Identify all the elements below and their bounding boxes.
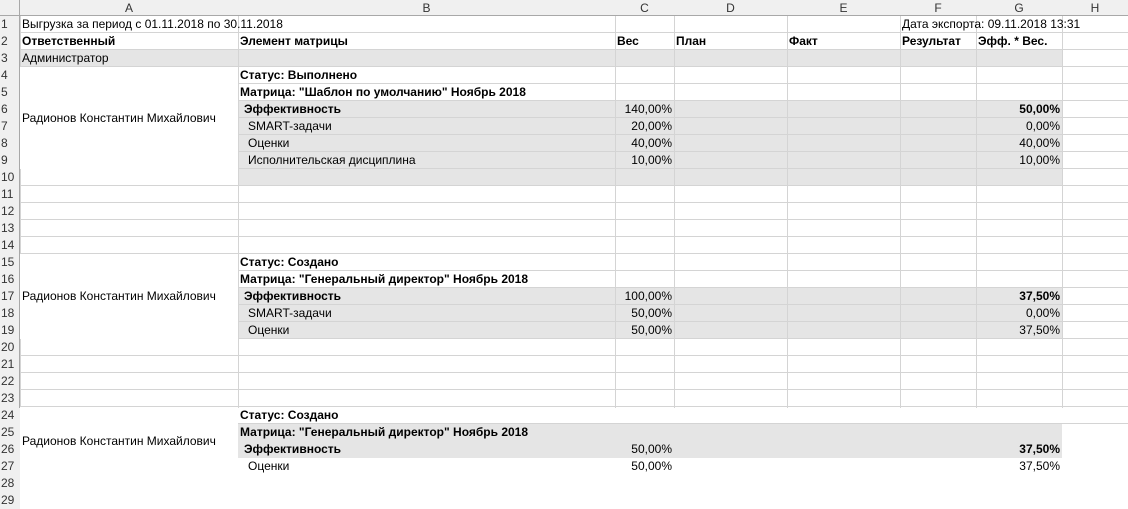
column-header-a[interactable]: A [20,0,238,16]
row-header-26[interactable]: 26 [0,441,20,458]
column-header-h[interactable]: H [1062,0,1128,16]
column-header-c[interactable]: C [615,0,674,16]
row-header-18[interactable]: 18 [0,305,20,322]
export-date-cell[interactable]: Дата экспорта: 09.11.2018 13:31 [902,17,1081,31]
column-header-f[interactable]: F [900,0,976,16]
column-title-weight[interactable]: Вес [617,34,639,48]
row-header-4[interactable]: 4 [0,67,20,84]
item-name-cell[interactable]: Оценки [248,136,290,150]
row-header-21[interactable]: 21 [0,356,20,373]
item-name-cell[interactable]: SMART-задачи [248,306,332,320]
status-cell[interactable]: Статус: Создано [240,408,339,422]
row-header-17[interactable]: 17 [0,288,20,305]
efficiency-total-cell[interactable]: 37,50% [1019,442,1060,456]
item-eff-cell[interactable]: 10,00% [1019,153,1060,167]
efficiency-weight-cell[interactable]: 50,00% [631,442,672,456]
responsible-cell[interactable]: Радионов Константин Михайлович [20,67,238,169]
item-eff-cell[interactable]: 37,50% [1019,459,1060,473]
column-header-g[interactable]: G [976,0,1062,16]
grid-column-line [787,0,788,408]
item-weight-cell[interactable]: 20,00% [631,119,672,133]
row-header-19[interactable]: 19 [0,322,20,339]
row-header-16[interactable]: 16 [0,271,20,288]
row-header-12[interactable]: 12 [0,203,20,220]
column-header-b[interactable]: B [238,0,615,16]
item-weight-cell[interactable]: 10,00% [631,153,672,167]
item-name-cell[interactable]: SMART-задачи [248,119,332,133]
column-header-e[interactable]: E [787,0,900,16]
matrix-title-cell[interactable]: Матрица: "Генеральный директор" Ноябрь 2018 [240,272,529,286]
row-header-24[interactable]: 24 [0,407,20,424]
row-header-14[interactable]: 14 [0,237,20,254]
item-eff-cell[interactable]: 0,00% [1025,306,1060,320]
row-header-15[interactable]: 15 [0,254,20,271]
grid-column-line [674,0,675,408]
grid-row-line [0,236,1128,237]
row-header-9[interactable]: 9 [0,152,20,169]
status-cell[interactable]: Статус: Выполнено [240,68,358,82]
grid-column-line [976,0,977,408]
column-title-responsible[interactable]: Ответственный [22,34,116,48]
row-header-20[interactable]: 20 [0,339,20,356]
item-eff-cell[interactable]: 37,50% [1019,323,1060,337]
grid-row-line [0,202,1128,203]
grid-row-line [0,389,1128,390]
matrix-title-cell[interactable]: Матрица: "Шаблон по умолчанию" Ноябрь 2018 [240,85,526,99]
row-header-29[interactable]: 29 [0,492,20,509]
column-title-matrix-element[interactable]: Элемент матрицы [240,34,348,48]
grid-column-line [900,0,901,408]
row-header-25[interactable]: 25 [0,424,20,441]
column-title-result[interactable]: Результат [902,34,961,48]
grid-column-line [615,0,616,408]
item-weight-cell[interactable]: 50,00% [631,323,672,337]
item-eff-cell[interactable]: 0,00% [1025,119,1060,133]
row-header-2[interactable]: 2 [0,33,20,50]
row-header-11[interactable]: 11 [0,186,20,203]
row-header-28[interactable]: 28 [0,475,20,492]
row-header-3[interactable]: 3 [0,50,20,67]
grid-column-line [1062,0,1063,408]
row-header-5[interactable]: 5 [0,84,20,101]
column-title-plan[interactable]: План [676,34,707,48]
row-header-1[interactable]: 1 [0,16,20,33]
column-header-d[interactable]: D [674,0,787,16]
efficiency-label-cell[interactable]: Эффективность [244,102,342,116]
select-all-corner[interactable] [0,0,20,16]
block-row-shade [238,169,1062,186]
row-header-27[interactable]: 27 [0,458,20,475]
column-title-fact[interactable]: Факт [789,34,818,48]
grid-row-line [0,185,1128,186]
efficiency-label-cell[interactable]: Эффективность [244,289,342,303]
grid-row-line [0,372,1128,373]
row-header-22[interactable]: 22 [0,373,20,390]
efficiency-weight-cell[interactable]: 100,00% [624,289,672,303]
efficiency-weight-cell[interactable]: 140,00% [624,102,672,116]
status-cell[interactable]: Статус: Создано [240,255,339,269]
efficiency-total-cell[interactable]: 50,00% [1019,102,1060,116]
item-weight-cell[interactable]: 50,00% [631,306,672,320]
export-period-cell[interactable]: Выгрузка за период с 01.11.2018 по 30.11.2018 [22,17,283,31]
efficiency-total-cell[interactable]: 37,50% [1019,289,1060,303]
row-header-23[interactable]: 23 [0,390,20,407]
column-title-eff-weight[interactable]: Эфф. * Вес. [978,34,1048,48]
matrix-title-cell[interactable]: Матрица: "Генеральный директор" Ноябрь 2018 [240,425,529,439]
item-weight-cell[interactable]: 50,00% [631,459,672,473]
grid-row-line [0,219,1128,220]
item-name-cell[interactable]: Оценки [248,323,290,337]
item-name-cell[interactable]: Оценки [248,459,290,473]
grid-row-line [0,355,1128,356]
row-header-7[interactable]: 7 [0,118,20,135]
efficiency-label-cell[interactable]: Эффективность [244,442,342,456]
row-header-10[interactable]: 10 [0,169,20,186]
responsible-cell[interactable]: Радионов Константин Михайлович [20,407,238,475]
row-header-8[interactable]: 8 [0,135,20,152]
group-title-cell[interactable]: Администратор [22,51,109,65]
row-header-13[interactable]: 13 [0,220,20,237]
item-eff-cell[interactable]: 40,00% [1019,136,1060,150]
responsible-cell[interactable]: Радионов Константин Михайлович [20,254,238,339]
item-weight-cell[interactable]: 40,00% [631,136,672,150]
item-name-cell[interactable]: Исполнительская дисциплина [248,153,416,167]
row-header-6[interactable]: 6 [0,101,20,118]
